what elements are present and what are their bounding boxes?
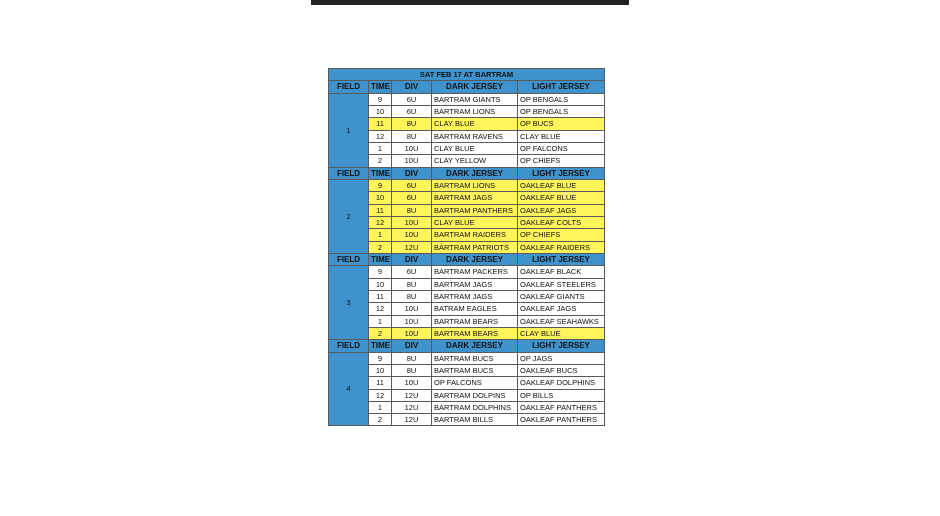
game-division: 6U [392,180,432,192]
dark-jersey-team: BARTRAM BILLS [432,414,518,426]
game-division: 10U [392,142,432,154]
light-jersey-team: OP FALCONS [518,142,605,154]
col-header-light-jersey: LIGHT JERSEY [518,340,605,353]
light-jersey-team: OP JAGS [518,352,605,364]
game-division: 12U [392,401,432,413]
game-time: 11 [369,290,392,302]
game-time: 2 [369,327,392,339]
game-division: 10U [392,377,432,389]
dark-jersey-team: BARTRAM BUCS [432,352,518,364]
col-header-dark-jersey: DARK JERSEY [432,340,518,353]
light-jersey-team: OAKLEAF BUCS [518,364,605,376]
light-jersey-team: OAKLEAF BLUE [518,192,605,204]
col-header-time: TIME [369,340,392,353]
game-row [329,327,605,339]
dark-jersey-team: BARTRAM PATRIOTS [432,241,518,253]
light-jersey-team: OP BENGALS [518,93,605,105]
light-jersey-team: OAKLEAF PANTHERS [518,414,605,426]
game-row [329,278,605,290]
game-division: 8U [392,290,432,302]
light-jersey-team: OP BUCS [518,118,605,130]
light-jersey-team: OAKLEAF COLTS [518,216,605,228]
light-jersey-team: OAKLEAF JAGS [518,303,605,315]
game-row [329,303,605,315]
col-header-div: DIV [392,340,432,353]
game-time: 9 [369,352,392,364]
game-time: 1 [369,142,392,154]
light-jersey-team: CLAY BLUE [518,130,605,142]
dark-jersey-team: BARTRAM JAGS [432,278,518,290]
light-jersey-team: OAKLEAF STEELERS [518,278,605,290]
game-division: 10U [392,327,432,339]
dark-jersey-team: BATRAM EAGLES [432,303,518,315]
col-header-dark-jersey: DARK JERSEY [432,81,518,94]
game-division: 10U [392,155,432,167]
game-row [329,414,605,426]
game-row [329,204,605,216]
game-time: 10 [369,278,392,290]
col-header-light-jersey: LIGHT JERSEY [518,81,605,94]
field-number: 2 [329,180,369,254]
game-division: 8U [392,352,432,364]
game-row [329,142,605,154]
game-row [329,352,605,364]
game-division: 10U [392,303,432,315]
game-time: 10 [369,106,392,118]
light-jersey-team: OAKLEAF DOLPHINS [518,377,605,389]
game-row [329,389,605,401]
game-time: 9 [369,266,392,278]
col-header-light-jersey: LIGHT JERSEY [518,167,605,180]
game-row [329,364,605,376]
light-jersey-team: OP CHIEFS [518,229,605,241]
col-header-dark-jersey: DARK JERSEY [432,167,518,180]
dark-jersey-team: BARTRAM JAGS [432,290,518,302]
game-row [329,315,605,327]
game-row [329,192,605,204]
dark-jersey-team: BARTRAM DOLPHINS [432,401,518,413]
dark-jersey-team: BARTRAM LIONS [432,180,518,192]
col-header-field: FIELD [329,81,369,94]
dark-jersey-team: BARTRAM BUCS [432,364,518,376]
schedule-title: SAT FEB 17 AT BARTRAM [329,69,605,81]
game-division: 6U [392,266,432,278]
light-jersey-team: CLAY BLUE [518,327,605,339]
light-jersey-team: OAKLEAF BLUE [518,180,605,192]
game-row [329,130,605,142]
game-time: 9 [369,180,392,192]
col-header-time: TIME [369,253,392,266]
col-header-field: FIELD [329,253,369,266]
col-header-time: TIME [369,167,392,180]
light-jersey-team: OP CHIEFS [518,155,605,167]
dark-jersey-team: CLAY BLUE [432,216,518,228]
dark-jersey-team: BARTRAM RAIDERS [432,229,518,241]
col-header-field: FIELD [329,167,369,180]
dark-jersey-team: BARTRAM BEARS [432,327,518,339]
col-header-light-jersey: LIGHT JERSEY [518,253,605,266]
game-division: 8U [392,118,432,130]
col-header-div: DIV [392,81,432,94]
game-row [329,401,605,413]
dark-jersey-team: BARTRAM BEARS [432,315,518,327]
light-jersey-team: OAKLEAF RAIDERS [518,241,605,253]
game-row [329,118,605,130]
game-row [329,266,605,278]
top-bar [311,0,629,5]
light-jersey-team: OAKLEAF PANTHERS [518,401,605,413]
game-time: 11 [369,118,392,130]
game-time: 9 [369,93,392,105]
game-row [329,106,605,118]
game-row [329,377,605,389]
field-header-row [329,253,605,266]
game-time: 1 [369,229,392,241]
col-header-time: TIME [369,81,392,94]
light-jersey-team: OAKLEAF JAGS [518,204,605,216]
field-header-row [329,167,605,180]
field-number: 4 [329,352,369,426]
game-time: 12 [369,130,392,142]
game-division: 6U [392,192,432,204]
game-time: 2 [369,414,392,426]
game-division: 12U [392,389,432,401]
game-division: 10U [392,229,432,241]
schedule-table [328,68,605,426]
dark-jersey-team: CLAY BLUE [432,142,518,154]
game-row [329,216,605,228]
game-row [329,155,605,167]
col-header-div: DIV [392,167,432,180]
col-header-field: FIELD [329,340,369,353]
game-row [329,229,605,241]
light-jersey-team: OP BILLS [518,389,605,401]
dark-jersey-team: BARTRAM DOLPINS [432,389,518,401]
field-number: 1 [329,93,369,167]
game-division: 8U [392,278,432,290]
light-jersey-team: OAKLEAF BLACK [518,266,605,278]
dark-jersey-team: BARTRAM LIONS [432,106,518,118]
game-division: 8U [392,204,432,216]
light-jersey-team: OAKLEAF SEAHAWKS [518,315,605,327]
game-time: 2 [369,241,392,253]
game-row [329,93,605,105]
game-division: 8U [392,130,432,142]
game-division: 12U [392,414,432,426]
game-time: 10 [369,364,392,376]
field-header-row [329,81,605,94]
game-division: 6U [392,93,432,105]
game-division: 12U [392,241,432,253]
dark-jersey-team: BARTRAM PANTHERS [432,204,518,216]
col-header-div: DIV [392,253,432,266]
game-time: 11 [369,377,392,389]
field-number: 3 [329,266,369,340]
dark-jersey-team: CLAY YELLOW [432,155,518,167]
game-time: 10 [369,192,392,204]
dark-jersey-team: BARTRAM RAVENS [432,130,518,142]
game-division: 10U [392,216,432,228]
dark-jersey-team: BARTRAM JAGS [432,192,518,204]
game-division: 10U [392,315,432,327]
game-row [329,290,605,302]
game-time: 2 [369,155,392,167]
col-header-dark-jersey: DARK JERSEY [432,253,518,266]
game-row [329,180,605,192]
field-header-row [329,340,605,353]
dark-jersey-team: OP FALCONS [432,377,518,389]
schedule-body [329,69,605,426]
game-division: 8U [392,364,432,376]
game-time: 1 [369,315,392,327]
game-time: 12 [369,389,392,401]
game-time: 12 [369,216,392,228]
light-jersey-team: OAKLEAF GIANTS [518,290,605,302]
light-jersey-team: OP BENGALS [518,106,605,118]
game-division: 6U [392,106,432,118]
dark-jersey-team: BARTRAM PACKERS [432,266,518,278]
game-row [329,241,605,253]
game-time: 11 [369,204,392,216]
dark-jersey-team: BARTRAM GIANTS [432,93,518,105]
game-time: 12 [369,303,392,315]
dark-jersey-team: CLAY BLUE [432,118,518,130]
game-time: 1 [369,401,392,413]
